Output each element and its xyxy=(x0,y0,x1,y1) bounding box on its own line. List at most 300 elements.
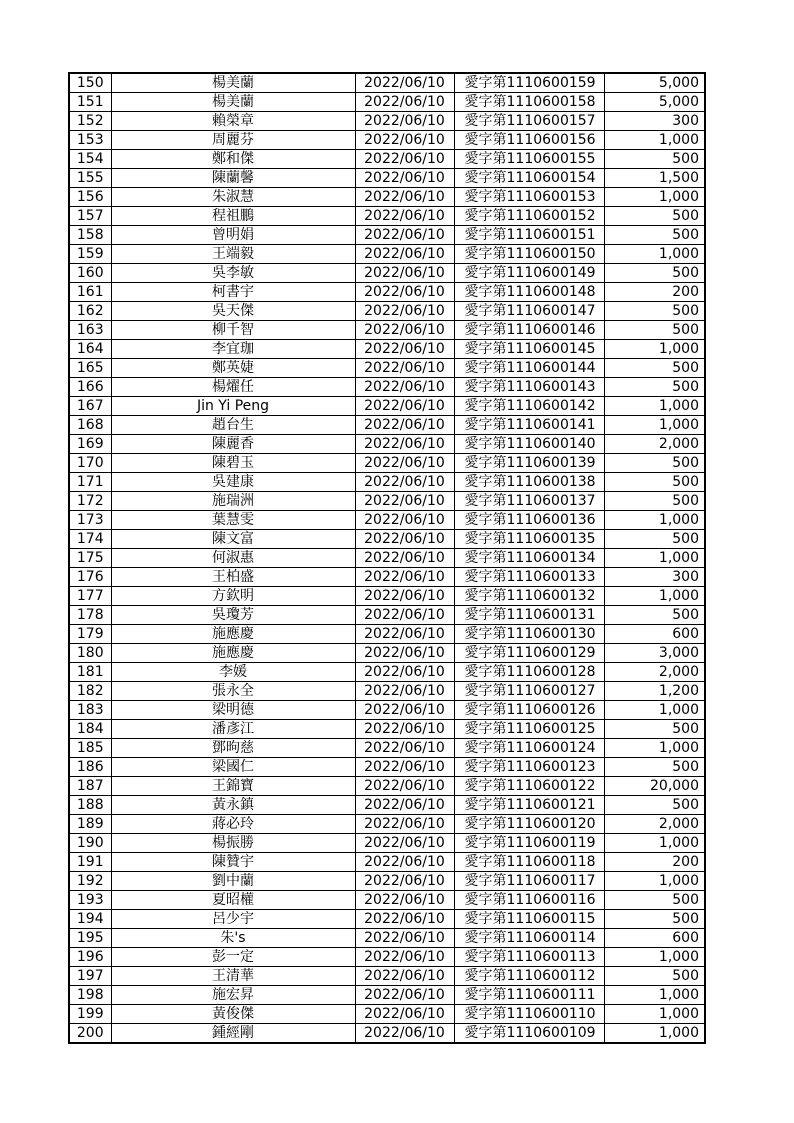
table-row xyxy=(69,834,705,853)
table-row xyxy=(69,435,705,454)
row-number: 168 xyxy=(69,416,111,435)
donor-name: 吳李敏 xyxy=(111,264,355,283)
donation-date: 2022/06/10 xyxy=(355,397,454,416)
donor-name: 呂少宇 xyxy=(111,910,355,929)
donation-date: 2022/06/10 xyxy=(355,701,454,720)
row-number: 181 xyxy=(69,663,111,682)
donation-amount: 1,000 xyxy=(604,245,705,264)
donor-name: 何淑惠 xyxy=(111,549,355,568)
table-row xyxy=(69,131,705,150)
receipt-number: 愛字第1110600126 xyxy=(454,701,604,720)
receipt-number: 愛字第1110600156 xyxy=(454,131,604,150)
donation-amount: 500 xyxy=(604,891,705,910)
table-row xyxy=(69,739,705,758)
table-row xyxy=(69,1005,705,1024)
donation-date: 2022/06/10 xyxy=(355,416,454,435)
donor-name: 王柏盛 xyxy=(111,568,355,587)
donor-name: 程祖鵬 xyxy=(111,207,355,226)
row-number: 153 xyxy=(69,131,111,150)
receipt-number: 愛字第1110600143 xyxy=(454,378,604,397)
table-row xyxy=(69,796,705,815)
donation-amount: 1,000 xyxy=(604,131,705,150)
donor-name: 周麗芬 xyxy=(111,131,355,150)
row-number: 152 xyxy=(69,112,111,131)
donation-amount: 500 xyxy=(604,226,705,245)
table-row xyxy=(69,929,705,948)
row-number: 182 xyxy=(69,682,111,701)
table-row xyxy=(69,891,705,910)
donation-amount: 20,000 xyxy=(604,777,705,796)
table-row xyxy=(69,397,705,416)
donation-table-body xyxy=(69,73,705,1043)
table-row xyxy=(69,701,705,720)
donation-amount: 1,000 xyxy=(604,549,705,568)
row-number: 194 xyxy=(69,910,111,929)
donation-amount: 2,000 xyxy=(604,815,705,834)
row-number: 176 xyxy=(69,568,111,587)
donor-name: 方欽明 xyxy=(111,587,355,606)
donor-name: 朱淑慧 xyxy=(111,188,355,207)
donation-date: 2022/06/10 xyxy=(355,739,454,758)
row-number: 154 xyxy=(69,150,111,169)
donation-date: 2022/06/10 xyxy=(355,815,454,834)
donation-date: 2022/06/10 xyxy=(355,758,454,777)
row-number: 158 xyxy=(69,226,111,245)
donation-amount: 1,500 xyxy=(604,169,705,188)
table-row xyxy=(69,1024,705,1044)
row-number: 157 xyxy=(69,207,111,226)
table-row xyxy=(69,93,705,112)
donation-amount: 5,000 xyxy=(604,73,705,93)
receipt-number: 愛字第1110600152 xyxy=(454,207,604,226)
donor-name: 楊振勝 xyxy=(111,834,355,853)
receipt-number: 愛字第1110600142 xyxy=(454,397,604,416)
receipt-number: 愛字第1110600157 xyxy=(454,112,604,131)
donor-name: 陳碧玉 xyxy=(111,454,355,473)
donor-name: 鄭英婕 xyxy=(111,359,355,378)
table-row xyxy=(69,511,705,530)
donor-name: 施應慶 xyxy=(111,644,355,663)
donation-date: 2022/06/10 xyxy=(355,150,454,169)
receipt-number: 愛字第1110600132 xyxy=(454,587,604,606)
donation-amount: 500 xyxy=(604,492,705,511)
donor-name: 柳千智 xyxy=(111,321,355,340)
donor-name: 柯書宇 xyxy=(111,283,355,302)
donation-date: 2022/06/10 xyxy=(355,1005,454,1024)
row-number: 193 xyxy=(69,891,111,910)
row-number: 196 xyxy=(69,948,111,967)
table-row xyxy=(69,948,705,967)
receipt-number: 愛字第1110600115 xyxy=(454,910,604,929)
donation-amount: 200 xyxy=(604,853,705,872)
receipt-number: 愛字第1110600137 xyxy=(454,492,604,511)
row-number: 161 xyxy=(69,283,111,302)
donation-amount: 1,000 xyxy=(604,872,705,891)
donation-date: 2022/06/10 xyxy=(355,948,454,967)
donation-date: 2022/06/10 xyxy=(355,340,454,359)
donation-date: 2022/06/10 xyxy=(355,511,454,530)
row-number: 173 xyxy=(69,511,111,530)
donation-date: 2022/06/10 xyxy=(355,910,454,929)
table-row xyxy=(69,530,705,549)
receipt-number: 愛字第1110600116 xyxy=(454,891,604,910)
table-row xyxy=(69,378,705,397)
donation-date: 2022/06/10 xyxy=(355,929,454,948)
table-row xyxy=(69,359,705,378)
donation-date: 2022/06/10 xyxy=(355,302,454,321)
donation-amount: 3,000 xyxy=(604,644,705,663)
donation-amount: 600 xyxy=(604,929,705,948)
row-number: 192 xyxy=(69,872,111,891)
table-row xyxy=(69,568,705,587)
donor-name: 王端毅 xyxy=(111,245,355,264)
donor-name: 王清華 xyxy=(111,967,355,986)
donation-amount: 500 xyxy=(604,378,705,397)
receipt-number: 愛字第1110600158 xyxy=(454,93,604,112)
receipt-number: 愛字第1110600147 xyxy=(454,302,604,321)
table-row xyxy=(69,967,705,986)
donation-amount: 1,000 xyxy=(604,834,705,853)
donation-amount: 500 xyxy=(604,264,705,283)
donation-amount: 300 xyxy=(604,568,705,587)
donation-amount: 500 xyxy=(604,796,705,815)
donation-date: 2022/06/10 xyxy=(355,435,454,454)
table-row xyxy=(69,245,705,264)
donor-name: 葉慧雯 xyxy=(111,511,355,530)
receipt-number: 愛字第1110600121 xyxy=(454,796,604,815)
receipt-number: 愛字第1110600129 xyxy=(454,644,604,663)
row-number: 190 xyxy=(69,834,111,853)
row-number: 174 xyxy=(69,530,111,549)
receipt-number: 愛字第1110600150 xyxy=(454,245,604,264)
table-row xyxy=(69,302,705,321)
row-number: 151 xyxy=(69,93,111,112)
donation-amount: 600 xyxy=(604,625,705,644)
receipt-number: 愛字第1110600127 xyxy=(454,682,604,701)
donation-date: 2022/06/10 xyxy=(355,321,454,340)
table-row xyxy=(69,112,705,131)
table-row xyxy=(69,853,705,872)
row-number: 180 xyxy=(69,644,111,663)
donation-date: 2022/06/10 xyxy=(355,663,454,682)
receipt-number: 愛字第1110600109 xyxy=(454,1024,604,1044)
donation-amount: 200 xyxy=(604,283,705,302)
table-row xyxy=(69,549,705,568)
donation-date: 2022/06/10 xyxy=(355,834,454,853)
row-number: 185 xyxy=(69,739,111,758)
donation-amount: 500 xyxy=(604,454,705,473)
donation-amount: 500 xyxy=(604,321,705,340)
row-number: 163 xyxy=(69,321,111,340)
row-number: 170 xyxy=(69,454,111,473)
table-row xyxy=(69,150,705,169)
donation-amount: 2,000 xyxy=(604,663,705,682)
donor-name: 朱's xyxy=(111,929,355,948)
donation-amount: 500 xyxy=(604,150,705,169)
donation-date: 2022/06/10 xyxy=(355,720,454,739)
donor-name: 彭一定 xyxy=(111,948,355,967)
receipt-number: 愛字第1110600141 xyxy=(454,416,604,435)
donation-date: 2022/06/10 xyxy=(355,112,454,131)
table-row xyxy=(69,720,705,739)
receipt-number: 愛字第1110600128 xyxy=(454,663,604,682)
donation-amount: 1,000 xyxy=(604,1024,705,1044)
receipt-number: 愛字第1110600120 xyxy=(454,815,604,834)
donation-amount: 1,000 xyxy=(604,948,705,967)
donor-name: 梁國仁 xyxy=(111,758,355,777)
donor-name: 施宏昇 xyxy=(111,986,355,1005)
donation-date: 2022/06/10 xyxy=(355,378,454,397)
row-number: 169 xyxy=(69,435,111,454)
donor-name: 楊美蘭 xyxy=(111,73,355,93)
row-number: 156 xyxy=(69,188,111,207)
donation-date: 2022/06/10 xyxy=(355,245,454,264)
receipt-number: 愛字第1110600124 xyxy=(454,739,604,758)
table-row xyxy=(69,73,705,93)
donor-name: Jin Yi Peng xyxy=(111,397,355,416)
donation-date: 2022/06/10 xyxy=(355,568,454,587)
donation-amount: 5,000 xyxy=(604,93,705,112)
table-row xyxy=(69,340,705,359)
donor-name: 賴榮章 xyxy=(111,112,355,131)
row-number: 165 xyxy=(69,359,111,378)
receipt-number: 愛字第1110600125 xyxy=(454,720,604,739)
donation-amount: 1,000 xyxy=(604,587,705,606)
donor-name: 夏昭權 xyxy=(111,891,355,910)
row-number: 166 xyxy=(69,378,111,397)
donor-name: 蔣必玲 xyxy=(111,815,355,834)
receipt-number: 愛字第1110600119 xyxy=(454,834,604,853)
donation-amount: 1,000 xyxy=(604,701,705,720)
table-row xyxy=(69,207,705,226)
receipt-number: 愛字第1110600151 xyxy=(454,226,604,245)
table-row xyxy=(69,815,705,834)
donation-amount: 1,000 xyxy=(604,397,705,416)
row-number: 195 xyxy=(69,929,111,948)
row-number: 187 xyxy=(69,777,111,796)
donor-name: 曾明娟 xyxy=(111,226,355,245)
donation-amount: 500 xyxy=(604,473,705,492)
donor-name: 施應慶 xyxy=(111,625,355,644)
receipt-number: 愛字第1110600155 xyxy=(454,150,604,169)
donation-date: 2022/06/10 xyxy=(355,682,454,701)
receipt-number: 愛字第1110600112 xyxy=(454,967,604,986)
receipt-number: 愛字第1110600154 xyxy=(454,169,604,188)
donation-amount: 1,000 xyxy=(604,511,705,530)
row-number: 179 xyxy=(69,625,111,644)
donation-date: 2022/06/10 xyxy=(355,986,454,1005)
donation-amount: 500 xyxy=(604,606,705,625)
donor-name: 潘彥江 xyxy=(111,720,355,739)
receipt-number: 愛字第1110600130 xyxy=(454,625,604,644)
table-row xyxy=(69,454,705,473)
donor-name: 鍾經剛 xyxy=(111,1024,355,1044)
receipt-number: 愛字第1110600123 xyxy=(454,758,604,777)
row-number: 162 xyxy=(69,302,111,321)
receipt-number: 愛字第1110600133 xyxy=(454,568,604,587)
donation-amount: 1,000 xyxy=(604,340,705,359)
row-number: 172 xyxy=(69,492,111,511)
donation-amount: 500 xyxy=(604,967,705,986)
row-number: 188 xyxy=(69,796,111,815)
receipt-number: 愛字第1110600131 xyxy=(454,606,604,625)
row-number: 191 xyxy=(69,853,111,872)
donor-name: 陳贊宇 xyxy=(111,853,355,872)
table-row xyxy=(69,777,705,796)
donor-name: 鄭和傑 xyxy=(111,150,355,169)
donation-date: 2022/06/10 xyxy=(355,492,454,511)
receipt-number: 愛字第1110600118 xyxy=(454,853,604,872)
receipt-number: 愛字第1110600117 xyxy=(454,872,604,891)
receipt-number: 愛字第1110600134 xyxy=(454,549,604,568)
donor-name: 李宜珈 xyxy=(111,340,355,359)
donation-date: 2022/06/10 xyxy=(355,131,454,150)
row-number: 160 xyxy=(69,264,111,283)
table-row xyxy=(69,986,705,1005)
donation-date: 2022/06/10 xyxy=(355,777,454,796)
row-number: 189 xyxy=(69,815,111,834)
donor-name: 黃永鎮 xyxy=(111,796,355,815)
donation-amount: 1,000 xyxy=(604,188,705,207)
donor-name: 黃俊傑 xyxy=(111,1005,355,1024)
donation-date: 2022/06/10 xyxy=(355,169,454,188)
donor-name: 張永全 xyxy=(111,682,355,701)
donor-name: 施瑞洲 xyxy=(111,492,355,511)
donation-amount: 500 xyxy=(604,530,705,549)
donation-amount: 1,000 xyxy=(604,986,705,1005)
table-row xyxy=(69,492,705,511)
donation-amount: 500 xyxy=(604,302,705,321)
donation-table xyxy=(68,72,706,1044)
donation-date: 2022/06/10 xyxy=(355,359,454,378)
donation-date: 2022/06/10 xyxy=(355,226,454,245)
row-number: 199 xyxy=(69,1005,111,1024)
donation-amount: 1,000 xyxy=(604,739,705,758)
table-row xyxy=(69,644,705,663)
donation-date: 2022/06/10 xyxy=(355,93,454,112)
table-row xyxy=(69,416,705,435)
row-number: 197 xyxy=(69,967,111,986)
row-number: 186 xyxy=(69,758,111,777)
donor-name: 陳麗香 xyxy=(111,435,355,454)
donor-name: 吳天傑 xyxy=(111,302,355,321)
donation-amount: 500 xyxy=(604,720,705,739)
table-row xyxy=(69,625,705,644)
donor-name: 劉中蘭 xyxy=(111,872,355,891)
receipt-number: 愛字第1110600111 xyxy=(454,986,604,1005)
donation-date: 2022/06/10 xyxy=(355,796,454,815)
donor-name: 陳文富 xyxy=(111,530,355,549)
row-number: 155 xyxy=(69,169,111,188)
receipt-number: 愛字第1110600149 xyxy=(454,264,604,283)
donation-date: 2022/06/10 xyxy=(355,1024,454,1044)
donation-amount: 1,200 xyxy=(604,682,705,701)
donor-name: 楊美蘭 xyxy=(111,93,355,112)
row-number: 150 xyxy=(69,73,111,93)
receipt-number: 愛字第1110600140 xyxy=(454,435,604,454)
donation-date: 2022/06/10 xyxy=(355,530,454,549)
table-row xyxy=(69,188,705,207)
receipt-number: 愛字第1110600110 xyxy=(454,1005,604,1024)
donation-date: 2022/06/10 xyxy=(355,625,454,644)
donation-date: 2022/06/10 xyxy=(355,967,454,986)
donor-name: 楊燿任 xyxy=(111,378,355,397)
donor-name: 趙台生 xyxy=(111,416,355,435)
receipt-number: 愛字第1110600114 xyxy=(454,929,604,948)
receipt-number: 愛字第1110600144 xyxy=(454,359,604,378)
row-number: 184 xyxy=(69,720,111,739)
receipt-number: 愛字第1110600139 xyxy=(454,454,604,473)
donation-amount: 500 xyxy=(604,758,705,777)
donation-date: 2022/06/10 xyxy=(355,872,454,891)
receipt-number: 愛字第1110600135 xyxy=(454,530,604,549)
donor-name: 梁明德 xyxy=(111,701,355,720)
receipt-number: 愛字第1110600138 xyxy=(454,473,604,492)
table-row xyxy=(69,872,705,891)
donation-amount: 1,000 xyxy=(604,416,705,435)
table-row xyxy=(69,226,705,245)
row-number: 175 xyxy=(69,549,111,568)
receipt-number: 愛字第1110600145 xyxy=(454,340,604,359)
receipt-number: 愛字第1110600113 xyxy=(454,948,604,967)
donor-name: 李媛 xyxy=(111,663,355,682)
receipt-number: 愛字第1110600136 xyxy=(454,511,604,530)
row-number: 183 xyxy=(69,701,111,720)
row-number: 177 xyxy=(69,587,111,606)
table-row xyxy=(69,606,705,625)
table-row xyxy=(69,682,705,701)
donation-date: 2022/06/10 xyxy=(355,283,454,302)
donation-amount: 500 xyxy=(604,207,705,226)
table-row xyxy=(69,169,705,188)
table-row xyxy=(69,321,705,340)
donation-date: 2022/06/10 xyxy=(355,549,454,568)
donation-date: 2022/06/10 xyxy=(355,188,454,207)
donation-date: 2022/06/10 xyxy=(355,891,454,910)
donation-amount: 2,000 xyxy=(604,435,705,454)
row-number: 164 xyxy=(69,340,111,359)
donation-amount: 1,000 xyxy=(604,1005,705,1024)
table-row xyxy=(69,663,705,682)
row-number: 167 xyxy=(69,397,111,416)
donation-date: 2022/06/10 xyxy=(355,644,454,663)
row-number: 178 xyxy=(69,606,111,625)
table-row xyxy=(69,283,705,302)
table-row xyxy=(69,587,705,606)
donation-date: 2022/06/10 xyxy=(355,853,454,872)
donation-amount: 500 xyxy=(604,910,705,929)
donor-name: 陳蘭馨 xyxy=(111,169,355,188)
donor-name: 鄧昫慈 xyxy=(111,739,355,758)
donor-name: 吳建康 xyxy=(111,473,355,492)
table-row xyxy=(69,473,705,492)
table-row xyxy=(69,758,705,777)
table-row xyxy=(69,264,705,283)
donation-date: 2022/06/10 xyxy=(355,207,454,226)
donation-amount: 500 xyxy=(604,359,705,378)
receipt-number: 愛字第1110600148 xyxy=(454,283,604,302)
donor-name: 吳瓊芳 xyxy=(111,606,355,625)
donation-date: 2022/06/10 xyxy=(355,454,454,473)
receipt-number: 愛字第1110600159 xyxy=(454,73,604,93)
donation-date: 2022/06/10 xyxy=(355,606,454,625)
row-number: 198 xyxy=(69,986,111,1005)
donor-name: 王錦寶 xyxy=(111,777,355,796)
donation-date: 2022/06/10 xyxy=(355,473,454,492)
donation-date: 2022/06/10 xyxy=(355,264,454,283)
donation-date: 2022/06/10 xyxy=(355,587,454,606)
receipt-number: 愛字第1110600146 xyxy=(454,321,604,340)
